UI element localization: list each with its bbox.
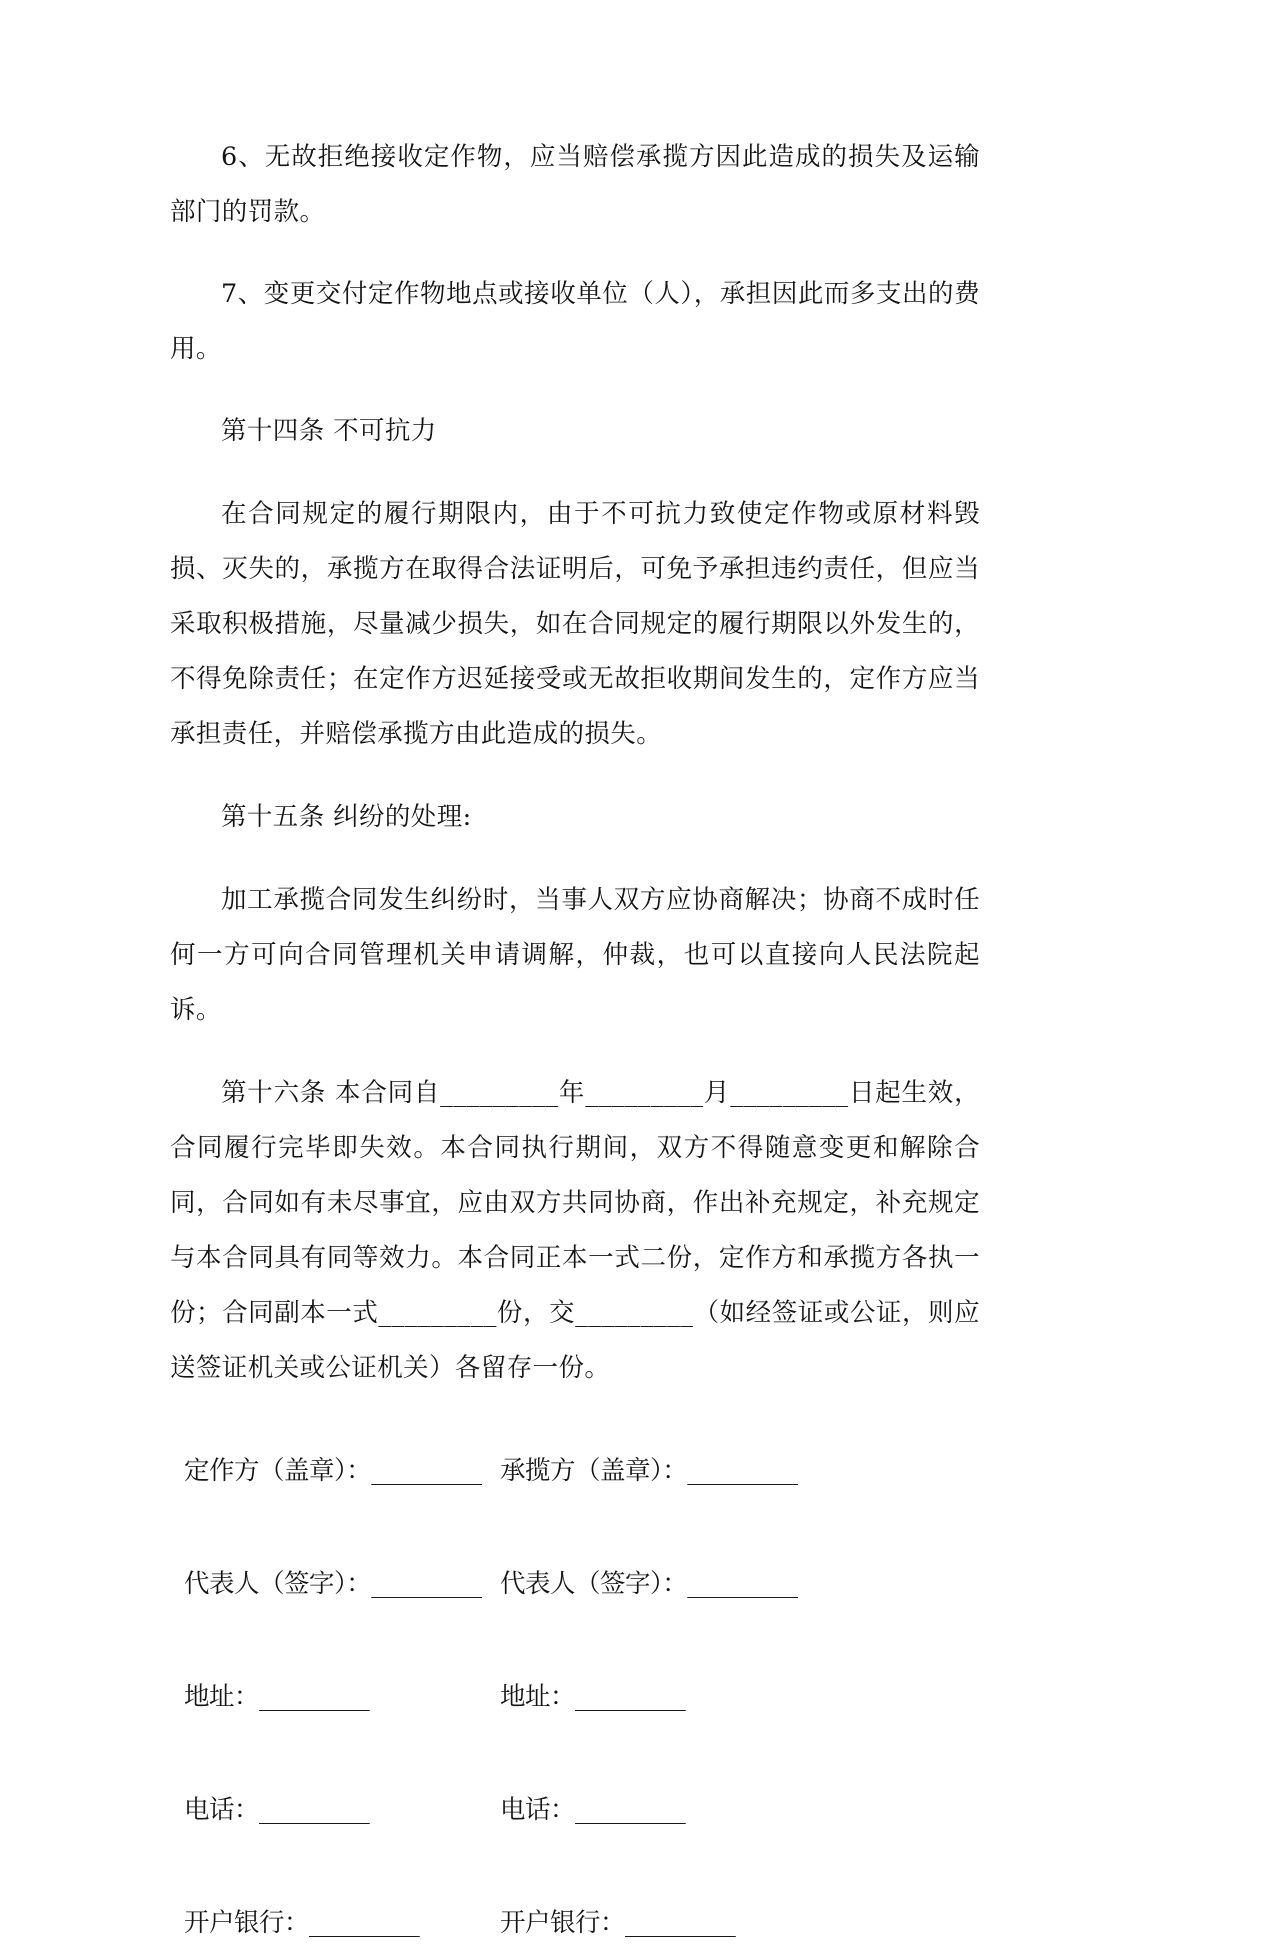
article-14-text: 在合同规定的履行期限内，由于不可抗力致使定作物或原材料毁损、灭失的，承揽方在取得合法证明后，可免予承担违约责任，但应当采取积极措施，尽量减少损失，如在合同规定的履行期限以外发生的，不得免除责任；在定作方迟延接受或无故拒收期间发生的，定作方应当承担责任，并赔偿承揽方由此造成的损失。	[170, 499, 980, 749]
clause-item-7: 7、变更交付定作物地点或接收单位（人），承担因此而多支出的费用。	[170, 279, 980, 364]
party-b-address-label: 地址：_________	[500, 1682, 686, 1712]
party-b-phone-label: 电话：_________	[500, 1795, 686, 1825]
signature-row-bank	[170, 1896, 980, 1951]
article-14-heading: 第十四条 不可抗力	[221, 416, 437, 446]
article-15-text: 加工承揽合同发生纠纷时，当事人双方应协商解决；协商不成时任何一方可向合同管理机关申请调解，仲裁，也可以直接向人民法院起诉。	[170, 885, 980, 1025]
party-b-representative-label: 代表人（签字）：_________	[500, 1569, 798, 1599]
signature-row-seal	[170, 1444, 980, 1499]
party-a-seal-label: 定作方（盖章）：_________	[184, 1456, 482, 1486]
signature-row-phone	[170, 1783, 980, 1838]
party-a-address-label: 地址：_________	[184, 1682, 370, 1712]
document-content	[170, 0, 980, 1951]
article-15-heading: 第十五条 纠纷的处理:	[221, 802, 472, 832]
signature-row-representative	[170, 1557, 980, 1612]
party-a-bank-label: 开户银行：_________	[184, 1908, 420, 1938]
signature-row-address	[170, 1670, 980, 1725]
party-b-seal-label: 承揽方（盖章）：_________	[500, 1456, 798, 1486]
signature-block	[170, 1444, 980, 1951]
party-b-bank-label: 开户银行：_________	[500, 1908, 736, 1938]
party-a-representative-label: 代表人（签字）：_________	[184, 1569, 482, 1599]
clause-item-6: 6、无故拒绝接收定作物，应当赔偿承揽方因此造成的损失及运输部门的罚款。	[170, 142, 980, 227]
party-a-phone-label: 电话：_________	[184, 1795, 370, 1825]
article-16-text: 第十六条 本合同自_________年_________月_________日起生效，合同履行完毕即失效。本合同执行期间，双方不得随意变更和解除合同，合同如有未尽事宜，应由双方共同协商，作出补充规定，补充规定与本合同具有同等效力。本合同正本一式二份，定作方和承揽方各执一份；合同副本一式_________份，交_________（如经签证或公证，则应送签证机关或公证机关）各留存一份。	[170, 1078, 980, 1383]
